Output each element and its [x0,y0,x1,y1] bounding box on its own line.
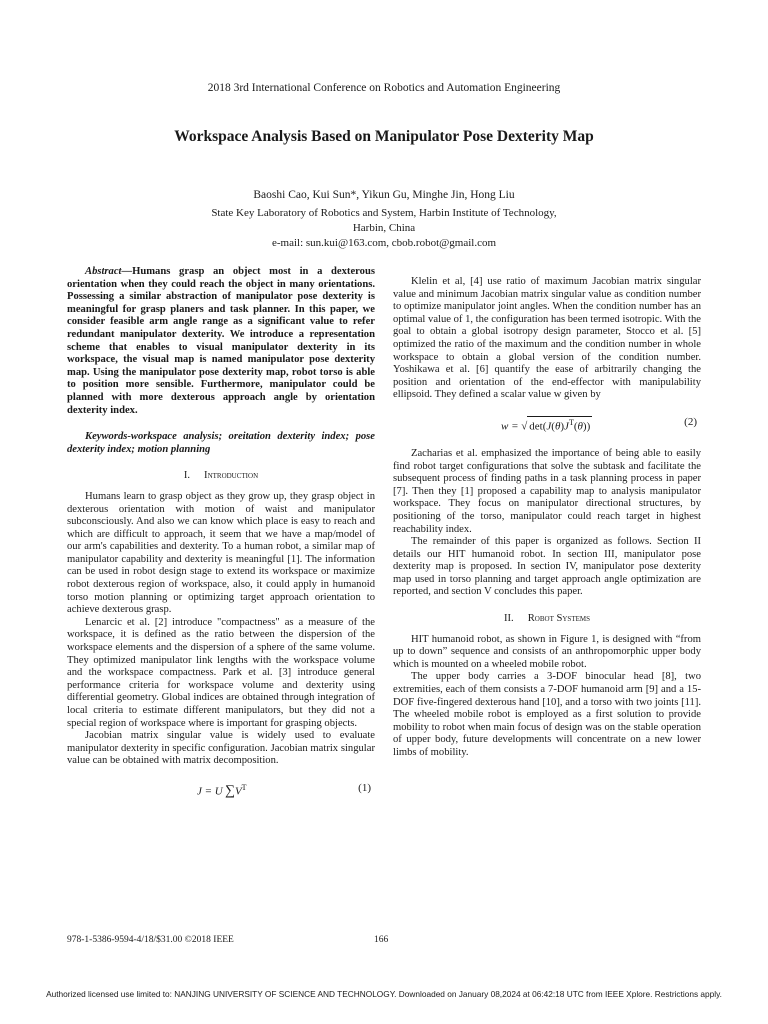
equation-1 [67,780,375,802]
affiliation-line: State Key Laboratory of Robotics and System, Harbin Institute of Technology, [211,207,557,219]
paper-title: Workspace Analysis Based on Manipulator Pose Dexterity Map [174,128,594,145]
paragraph: The remainder of this paper is organized as follows. Section II details our HIT humanoid robot. In section III, manipulator pose dexterity map is proposed. In section IV, manipulator pose dexterity map used in torso planning and target approach angle optimization are reported, and section V concludes this paper. [393,536,701,598]
author-email: e-mail: sun.kui@163.com, cbob.robot@gmail.com [271,237,497,249]
equation-2 [393,414,701,436]
abstract-text: —Humans grasp an object most in a dexterous orientation when they could reach the object in many orientations. Possessing a similar abstraction of manipulator pose dexterity is meaningful for grasp planers and task planner. In this paper, we consider feasible arm angle range as a significant value to refer redundant manipulator dexterity. We introduce a representation scheme that enables to visual manipulator dexterity in its workspace, the visual map is named manipulator pose dexterity map. Using the manipulator pose dexterity map, robot torso is able to position more sensible. Furthermore, manipulator could be planned with more dexterous approach angle by orientation dexterity index. [67,266,375,416]
paragraph: Jacobian matrix singular value is widely used to evaluate manipulator dexterity in specific configuration. Jacobian matrix singular value can be obtained with matrix decomposition. [67,730,375,767]
right-column [393,276,701,760]
section-title: Introduction [204,470,259,482]
section-heading-robot-systems [393,613,701,626]
section-title: Robot Systems [527,613,590,625]
paragraph: Zacharias et al. emphasized the importance of being able to easily find robot target configurations that solve the subtask and facilitate the subsequent process of finding paths in a task planning process in paper [7]. Then they [1] proposed a capability map to analysis manipulator workspace. They focus on manipulator directional structures, by positioning of the torso, manipulator could reach target in highest reachability index. [393,447,701,535]
abstract [67,266,375,417]
page-number: 166 [374,935,389,945]
affiliation-city: Harbin, China [352,222,416,234]
license-notice: Authorized licensed use limited to: NANJING UNIVERSITY OF SCIENCE AND TECHNOLOGY. Downloaded on January 08,2024 at 06:42:18 UTC from IEEE Xplore. Restrictions apply. [46,989,722,999]
abstract-lead: Abstract [85,266,122,277]
equation-number: (1) [358,781,371,794]
paragraph: The upper body carries a 3-DOF binocular head [8], two extremities, each of them consists a 7-DOF humanoid arm [9] and a 15-DOF five-fingered dexterous hand [10], and a torso with two joints [11]. The wheeled mobile robot is employed as a first solution to provide mobility to robot when main focus of design was on the stable operation of upper body, future developments will concentrate on a new lower limbs of mobility. [393,671,701,758]
section-number: I. [183,470,191,482]
equation-number: (2) [684,415,697,428]
section-number: II. [504,613,514,625]
author-list: Baoshi Cao, Kui Sun*, Yikun Gu, Minghe Jin, Hong Liu [253,189,515,201]
footer-isbn: 978-1-5386-9594-4/18/$31.00 ©2018 IEEE [67,935,234,945]
keywords: Keywords-workspace analysis; oreitation dexterity index; pose dexterity index; motion planning [67,431,375,455]
left-column [67,266,375,814]
section-heading-introduction [67,470,375,483]
paragraph: Klelin et al, [4] use ratio of maximum Jacobian matrix singular value and minimum Jacobian matrix singular value as condition number to optimize manipulator joint angles. When the condition number has an optimal value of 1, the configuration has been termed isotropic. With the goal to obtain a global isotropy design parameter, Stocco et al. [5] optimized the ratio of the maximum and the condition number in whole workspace to obtain a global version of the condition number. Yoshikawa et al. [6] quantify the ease of arbitrarily changing the position and orientation of the end-effector with manipulability ellipsoid. They defined a scalar value w given by [393,276,701,401]
paragraph: Humans learn to grasp object as they grow up, they grasp object in dexterous orientation with motion of waist and manipulator subconsciously. And also we can know which place is easy to reach and which are difficult to approach, it seem that we have a map/model of our arm's capabilities and dexterity. To a human robot, a similar map of manipulator capability and dexterity is meaningful [1]. The information can be used in robot design stage to extend its workspace or maximize robot dexterous region of workspace, also, it could apply in humanoid torso motion planning or optimizing target approach orientation to achieve dexterous grasp. [67,490,375,616]
affiliation-block [0,206,768,251]
paragraph: Lenarcic et al. [2] introduce "compactness" as a measure of the workspace, it is defined as the ratio between the dispersion of the workspace elements and the dispersion of a sphere of the same volume. They optimized manipulator link lengths with the workspace volume and the workspace compactness. Park et al. [3] introduce general performance criteria for workspace volume and dexterity using differential geometry. Global indices are obtained through integration of local criteria to estimate different manipulators, but they did not a special region of workspace where is important for grasping objects. [67,616,375,729]
equation-expression: w = √ $\det(J(\theta)J^T(\theta))$ [501,417,591,433]
conference-header: 2018 3rd International Conference on Robotics and Automation Engineering [207,82,561,94]
equation-expression: J = U $\sum V^T$ [197,782,247,799]
paragraph: HIT humanoid robot, as shown in Figure 1, is designed with “from up to down” sequence and consists of an anthropomorphic upper body which is mounted on a wheeled mobile robot. [393,633,701,670]
